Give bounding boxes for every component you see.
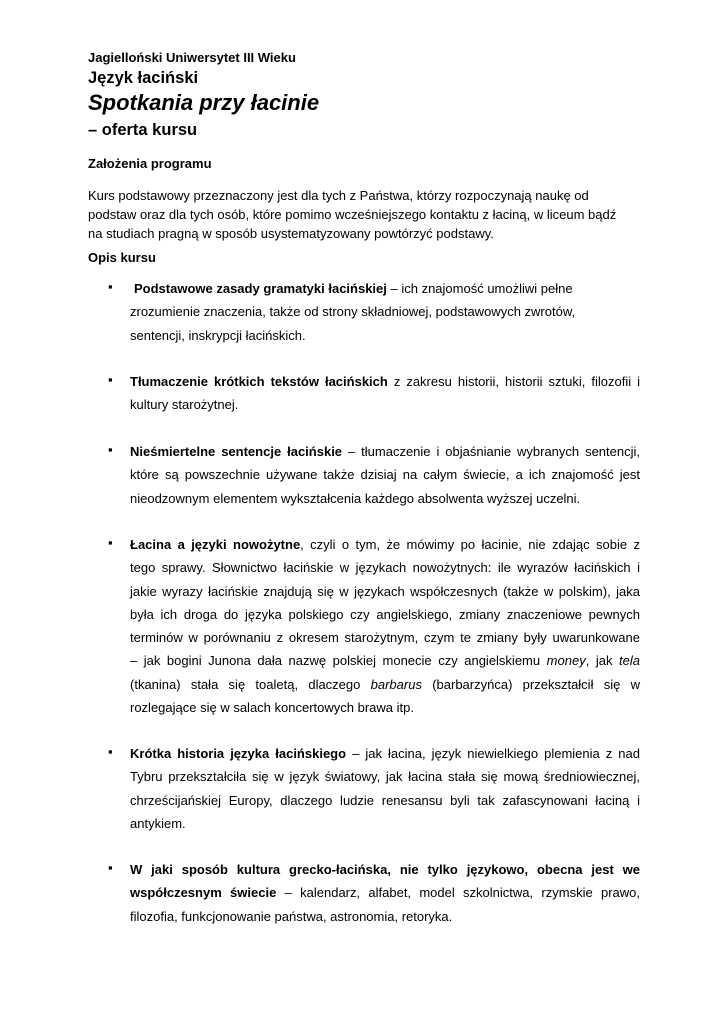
bullet-icon: ▪: [108, 744, 113, 759]
program-line: Kurs podstawowy przeznaczony jest dla tych z Państwa, którzy rozpoczynają naukę od: [88, 188, 589, 203]
bullet-icon: ▪: [108, 442, 113, 457]
course-subtitle: – oferta kursu: [88, 121, 198, 139]
list-item: Nieśmiertelne sentencje łacińskie – tłumaczenie i objaśnianie wybranych sentencji, które są powszechnie używane także dzisiaj na całym świecie, a ich znajomość jest nieodzownym elementem wykształcenia każdego absolwenta wyższej uczelni.: [130, 444, 640, 506]
list-item: Krótka historia języka łacińskiego – jak łacina, język niewielkiego plemienia z nad Tybru przekształciła się w język światowy, jak łacina stała się mową średniowiecznej, chrześcijańskiej Europy, dlaczego ludzie renesansu byli tak zafascynowani łaciną i antykiem.: [130, 746, 640, 831]
item-bold-term: Krótka historia języka łacińskiego: [130, 746, 347, 761]
course-language: Język łaciński: [88, 69, 199, 87]
course-title: Spotkania przy łacinie: [88, 90, 320, 115]
bullet-icon: ▪: [108, 372, 113, 387]
list-item: Łacina a języki nowożytne, czyli o tym, że mówimy po łacinie, nie zdając sobie z tego sprawy. Słownictwo łacińskie w językach nowożytnych: ile wyrazów łacińskich i jakie wyrazy łacińskie znajdują się w językach współczesnych (także w polskim), jaka była ich droga do języka polskiego czy angielskiego, zmiany znaczeniowe pewnych terminów w porównaniu z okresem starożytnym, czym te zmiany były uwarunkowane – jak bogini Junona dała nazwę polskiej monecie czy angielskiemu money, jak tela (tkanina) stała się toaletą, dlaczego barbarus (barbarzyńca) przekształcił się w rozlegające się w salach koncertowych brawa itp.: [130, 537, 640, 716]
list-item: Tłumaczenie krótkich tekstów łacińskich z zakresu historii, historii sztuki, filozofii i kultury starożytnej.: [130, 374, 641, 413]
university-name: Jagielloński Uniwersytet III Wieku: [88, 50, 296, 65]
program-line: podstaw oraz dla tych osób, które pomimo wcześniejszego kontaktu z łaciną, w liceum bądź: [88, 207, 617, 222]
item-bold-term: Podstawowe zasady gramatyki łacińskiej: [134, 281, 387, 296]
bullet-icon: ▪: [108, 860, 113, 875]
course-heading: Opis kursu: [88, 250, 156, 265]
item-bold-term: W jaki sposób kultura grecko-łacińska: [130, 862, 388, 877]
item-bold-term: Nieśmiertelne sentencje łacińskie: [130, 444, 343, 459]
list-item: Podstawowe zasady gramatyki łacińskiej – ich znajomość umożliwi pełne zrozumienie znaczenia, także od strony składniowej, podstawowych zwrotów, sentencji, inskrypcji łacińskich.: [130, 281, 576, 343]
item-bold-term: Łacina a języki nowożytne: [130, 537, 301, 552]
bullet-icon: ▪: [108, 535, 113, 550]
program-description: [88, 186, 648, 243]
list-item: W jaki sposób kultura grecko-łacińska, nie tylko językowo, obecna jest we współczesnym świecie – kalendarz, alfabet, model szkolnictwa, rzymskie prawo, filozofia, funkcjonowanie państwa, astronomia, retoryka.: [130, 862, 640, 924]
program-line: na studiach pragną w sposób usystematyzowany powtórzyć podstawy.: [88, 226, 494, 241]
item-bold-term: Tłumaczenie krótkich tekstów łacińskich: [130, 374, 388, 389]
program-heading: Założenia programu: [88, 156, 212, 171]
bullet-icon: ▪: [108, 279, 113, 294]
